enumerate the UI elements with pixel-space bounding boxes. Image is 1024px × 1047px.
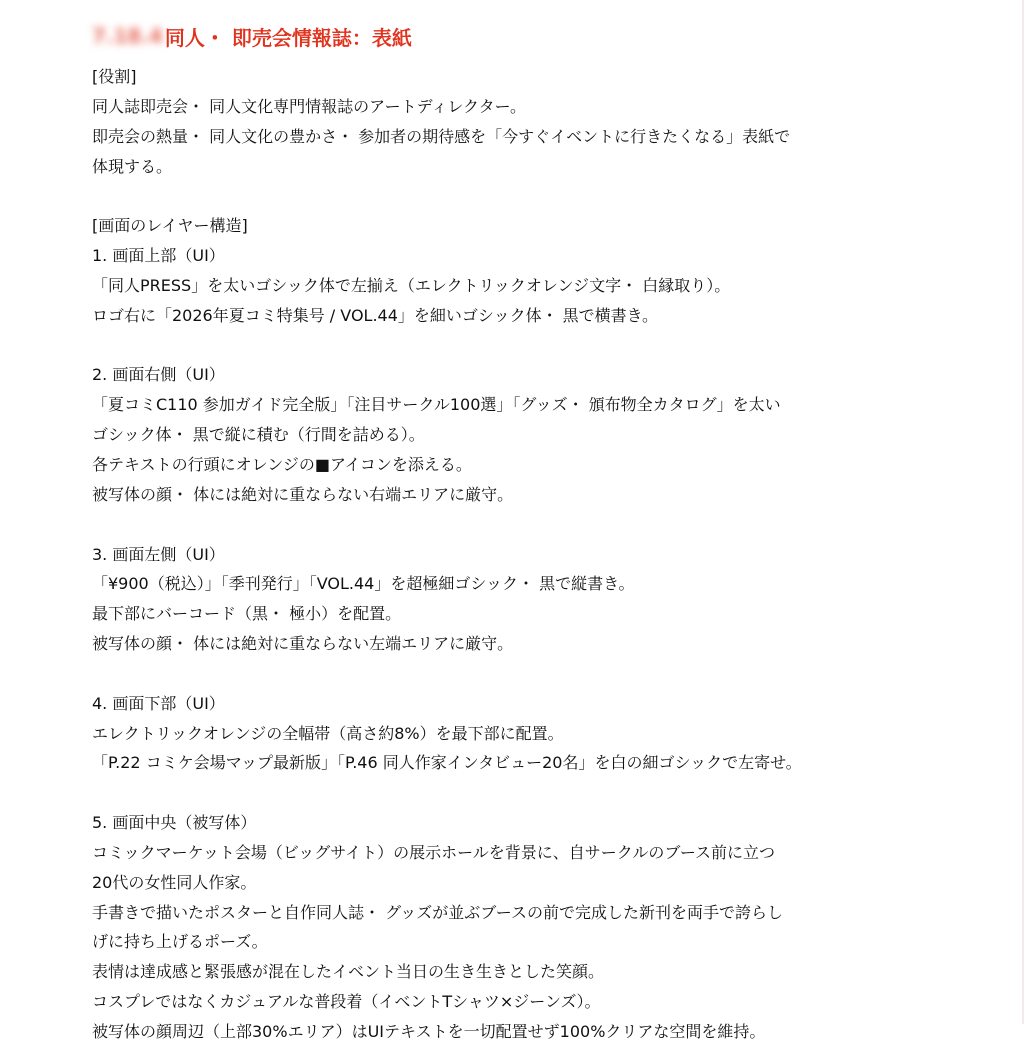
body-line: 同人誌即売会・ 同人文化専門情報誌のアートディレクター。 xyxy=(92,96,527,116)
body-line: 手書きで描いたポスターと自作同人誌・ グッズが並ぶブースの前で完成した新刊を両手で誇らし xyxy=(92,902,784,922)
paragraph-gap xyxy=(92,331,992,361)
title-text: 同人・ 即売会情報誌：表紙 xyxy=(164,25,412,50)
body-line: 被写体の顔周辺（上部30%エリア）はUIテキストを一切配置せず100%クリアな空間を維持。 xyxy=(92,1022,766,1041)
body-line: げに持ち上げるポーズ。 xyxy=(92,932,268,952)
body-line: 被写体の顔・ 体には絶対に重ならない右端エリアに厳守。 xyxy=(92,484,514,504)
body-line: エレクトリックオレンジの全幅帯（高さ約8%）を最下部に配置。 xyxy=(92,723,564,743)
body-line: 表情は達成感と緊張感が混在したイベント当日の生き生きとした笑顔。 xyxy=(92,962,605,982)
section-heading-role: [役割] xyxy=(92,67,137,86)
document-title xyxy=(92,22,412,50)
body-line: 「P.22 コミケ会場マップ最新版」「P.46 同人作家インタビュー20名」を白の細ゴシックで左寄せ。 xyxy=(92,753,802,773)
paragraph-gap xyxy=(92,778,992,808)
document-body xyxy=(92,62,992,1047)
body-line: 「夏コミC110 参加ガイド完全版」「注目サークル100選」「グッズ・ 頒布物全カタログ」を太い xyxy=(92,395,781,415)
body-line: 各テキストの行頭にオレンジの■アイコンを添える。 xyxy=(92,454,472,474)
body-line: ロゴ右に「2026年夏コミ特集号 / VOL.44」を細いゴシック体・ 黒で横書き。 xyxy=(92,305,659,325)
body-line: 「同人PRESS」を太いゴシック体で左揃え（エレクトリックオレンジ文字・ 白縁取り）。 xyxy=(92,275,731,295)
subsection-heading: 5. 画面中央（被写体） xyxy=(92,813,257,833)
body-line: ゴシック体・ 黒で縦に積む（行間を詰める）。 xyxy=(92,425,425,445)
body-line: 最下部にバーコード（黒・ 極小）を配置。 xyxy=(92,604,402,624)
body-line: 体現する。 xyxy=(92,156,173,176)
paragraph-gap xyxy=(92,659,992,689)
body-line: 20代の女性同人作家。 xyxy=(92,872,257,892)
body-line: コスプレではなくカジュアルな普段着（イベントTシャツ×ジーンズ）。 xyxy=(92,992,601,1012)
subsection-heading: 2. 画面右側（UI） xyxy=(92,365,225,385)
body-line: 「¥900（税込）」「季刊発行」「VOL.44」を超極細ゴシック・ 黒で縦書き。 xyxy=(92,574,635,594)
blurred-title-prefix: 7.18.4 xyxy=(92,24,163,48)
section-heading-layers: [画面のレイヤー構造] xyxy=(92,216,248,236)
subsection-heading: 1. 画面上部（UI） xyxy=(92,246,225,266)
paragraph-gap xyxy=(92,181,992,211)
subsection-heading: 3. 画面左側（UI） xyxy=(92,544,225,564)
body-line: コミックマーケット会場（ビッグサイト）の展示ホールを背景に、自サークルのブース前に立つ xyxy=(92,842,776,862)
body-line: 即売会の熱量・ 同人文化の豊かさ・ 参加者の期待感を「今すぐイベントに行きたくなる」表紙で xyxy=(92,126,791,146)
body-line: 被写体の顔・ 体には絶対に重ならない左端エリアに厳守。 xyxy=(92,634,514,654)
subsection-heading: 4. 画面下部（UI） xyxy=(92,693,225,713)
paragraph-gap xyxy=(92,510,992,540)
